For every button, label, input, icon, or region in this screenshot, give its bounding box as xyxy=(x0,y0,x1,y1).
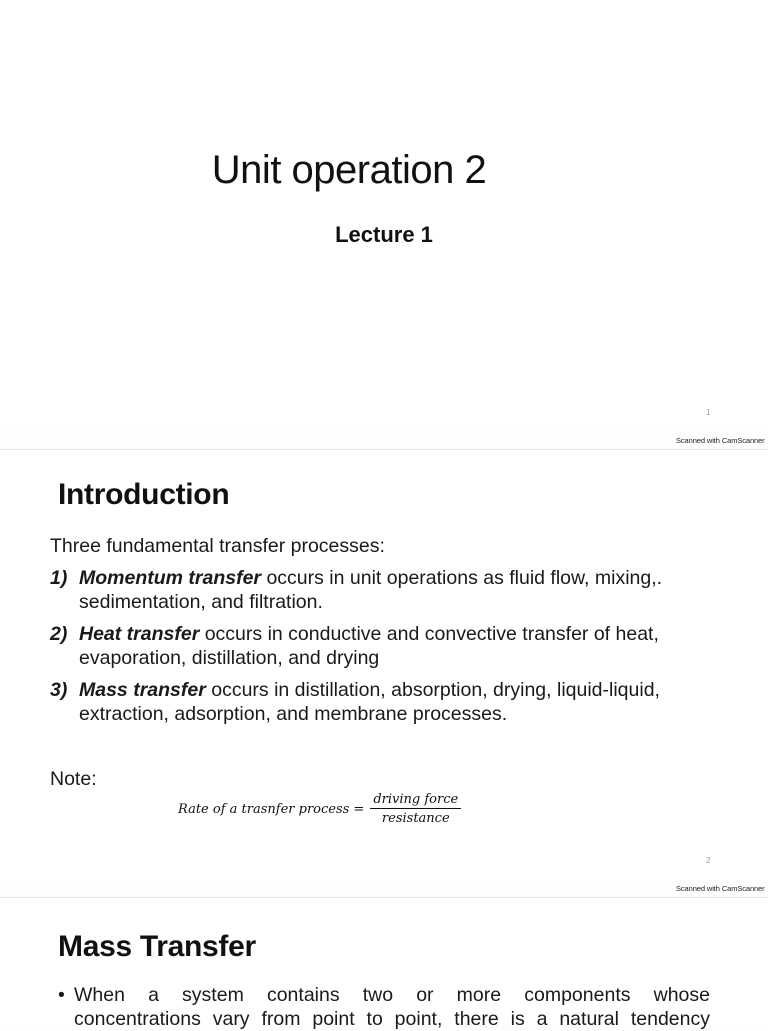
formula-denominator: resistance xyxy=(381,811,450,826)
page-number: 1 xyxy=(706,408,711,417)
scanner-watermark: Scanned with CamScanner xyxy=(676,436,765,445)
scanner-watermark: Scanned with CamScanner xyxy=(676,884,765,893)
list-item: 3) Mass transfer occurs in distillation, absorption, drying, liquid-liquid, extraction, adsorption, and membrane processes. xyxy=(50,679,660,725)
section-heading: Introduction xyxy=(58,478,230,511)
section-heading: Mass Transfer xyxy=(58,930,256,963)
bullet-paragraph: • When a system contains two or more components whose xyxy=(58,984,710,1006)
transfer-process-list xyxy=(50,566,740,734)
list-item: 2) Heat transfer occurs in conductive and convective transfer of heat, evaporation, distillation, and drying xyxy=(50,623,659,669)
note-label: Note: xyxy=(50,768,97,790)
slide-3 xyxy=(0,898,768,1030)
formula-fraction xyxy=(370,792,461,826)
slide-title: Unit operation 2 xyxy=(211,148,487,192)
slide-1 xyxy=(0,0,768,445)
page-number: 2 xyxy=(706,856,711,865)
intro-text: Three fundamental transfer processes: xyxy=(50,535,385,557)
slide-2 xyxy=(0,450,768,893)
rate-formula xyxy=(178,792,461,826)
bullet-continuation: concentrations vary from point to point, there is a natural tendency xyxy=(74,1008,710,1030)
list-item: 1) Momentum transfer occurs in unit operations as fluid flow, mixing,. sedimentation, and filtration. xyxy=(50,567,663,613)
formula-numerator: driving force xyxy=(370,792,461,809)
bullet-dot: • xyxy=(58,984,65,1006)
slide-subtitle: Lecture 1 xyxy=(335,222,433,247)
formula-lhs: Rate of a trasnfer process = xyxy=(178,801,365,817)
